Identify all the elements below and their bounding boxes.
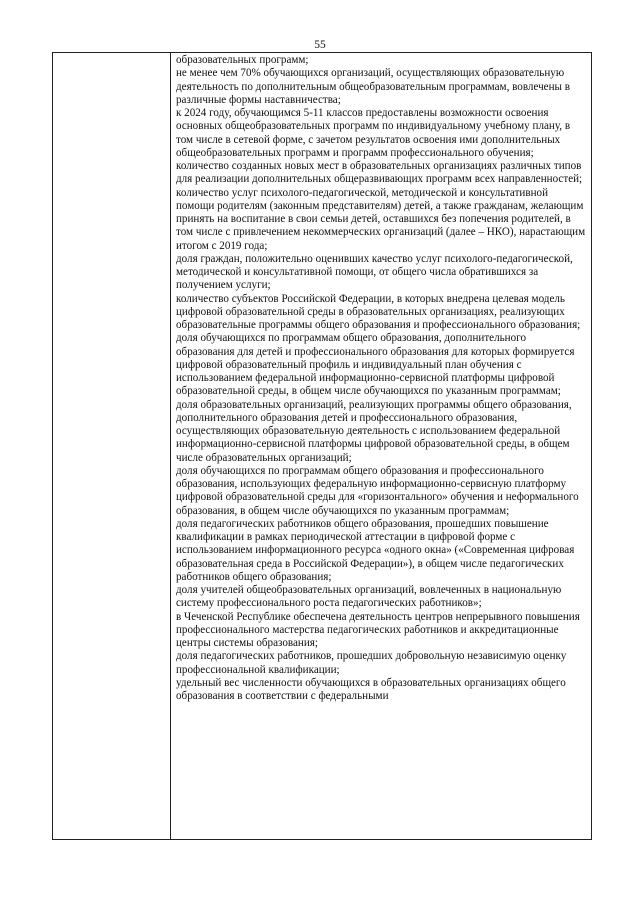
paragraph: количество субъектов Российской Федерации, в которых внедрена целевая модель цифровой образовательной среды в образовательных организациях, реализующих образовательные программы общего образования и профессионального образования; [176,292,581,331]
paragraph: доля педагогических работников общего образования, прошедших повышение квалификации в рамках периодической аттестации в цифровой форме с использованием информационного ресурса «одного окна» («Современная цифровая образовательная среда в Российской Федерации»), в общем числе педагогических работников общего образования; [176,517,575,583]
paragraph: в Чеченской Республике обеспечена деятельность центров непрерывного повышения профессионального мастерства педагогических работников и аккредитационные центры системы образования; [176,610,580,649]
paragraph: доля учителей общеобразовательных организаций, вовлеченных в национальную систему профессионального роста педагогических работников»; [176,584,562,610]
paragraph: доля граждан, положительно оценивших качество услуг психолого-педагогической, методической и консультативной помощи, от общего числа обратившихся за получением услуги; [176,252,573,292]
paragraph: количество услуг психолого-педагогической, методической и консультативной помощи родителям (законным представителям) детей, а также гражданам, желающим принять на воспитание в свои семьи детей, оставшихся без попечения родителей, в том числе с привлечением некоммерческих организаций (далее – НКО), нарастающим итогом с 2019 года; [176,186,586,252]
paragraph: доля обучающихся по программам общего образования и профессионального образования, использующих федеральную информационно-сервисную платформу цифровой образовательной среды для «горизонтального» обучения и неформального образования, в общем числе обучающихся по указанным программам; [176,464,579,517]
paragraph: доля обучающихся по программам общего образования, дополнительного образования для детей и профессионального образования для которых формируется цифровой образовательный профиль и индивидуальный план обучения с использованием федеральной информационно-сервисной платформы цифровой образовательной среды, в общем числе обучающихся по указанным программам; [176,332,575,398]
paragraph: доля образовательных организаций, реализующих программы общего образования, дополнительного образования детей и профессионального образования, осуществляющих образовательную деятельность с использованием федеральной информационно-сервисной платформы цифровой образовательной среды, в общем числе образовательных организаций; [176,398,572,464]
page-number: 55 [314,39,326,51]
paragraph: к 2024 году, обучающимся 5-11 классов предоставлены возможности освоения основных общеобразовательных программ по индивидуальному учебному плану, в том числе в сетевой форме, с зачетом результатов освоения ими дополнительных общеобразовательных программ и программ профессионального обучения; [176,107,571,159]
paragraph: образовательных программ; [176,54,309,66]
table-left-column [53,53,171,839]
paragraph: удельный вес численности обучающихся в образовательных организациях общего образования в соответствии с федеральными [176,676,566,702]
paragraph: не менее чем 70% обучающихся организаций, осуществляющих образовательную деятельность по дополнительным общеобразовательным программам, вовлечены в различные формы наставничества; [176,67,571,106]
paragraph: доля педагогических работников, прошедших добровольную независимую оценку профессиональной квалификации; [176,650,567,676]
document-table [52,52,592,840]
paragraph: количество созданных новых мест в образовательных организациях различных типов для реализации дополнительных общеразвивающих программ всех направленностей; [176,160,583,186]
table-right-column [171,53,591,839]
